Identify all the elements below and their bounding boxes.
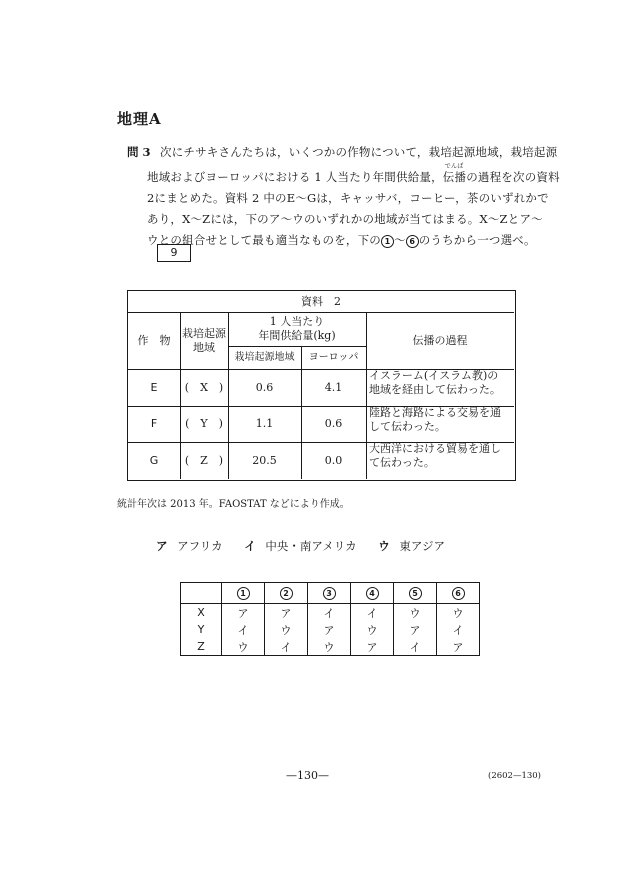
circled-number: 1 [237, 587, 250, 600]
question-line-2 [147, 163, 560, 185]
circled-number: 6 [452, 587, 465, 600]
row-e-region: ( X ) [184, 380, 224, 394]
circled-number: 2 [280, 587, 293, 600]
question-line-5-after: のうちから一つ選べ。 [418, 233, 536, 247]
header-sub-origin: 栽培起源地域 [234, 351, 295, 363]
option-1-header[interactable] [222, 583, 265, 604]
option-5-header[interactable] [394, 583, 437, 604]
option-cell: ウ [222, 638, 265, 656]
option-2-header[interactable] [265, 583, 308, 604]
header-supply [228, 312, 366, 346]
choice-i-text: 中央・南アメリカ [265, 539, 357, 553]
options-row-x [181, 604, 480, 622]
row-e-spread-line-1: イスラーム(イスラム教)の [369, 369, 499, 382]
circled-number: 5 [409, 587, 422, 600]
option-cell: イ [351, 604, 394, 622]
options-table [180, 582, 480, 656]
option-cell: イ [222, 621, 265, 638]
table-title: 資料 2 [301, 294, 341, 308]
option-cell: ア [394, 621, 437, 638]
question-line-2-before: 地域およびヨーロッパにおける 1 人当たり年間供給量， [147, 170, 443, 184]
row-f-spread-line-2: して伝わった。 [369, 420, 446, 433]
option-cell: イ [394, 638, 437, 656]
row-e-europe-value: 4.1 [324, 380, 343, 394]
row-g-crop: G [149, 453, 159, 467]
row-g-region: ( Z ) [184, 453, 224, 467]
option-cell: ア [351, 638, 394, 656]
row-f-spread-line-1: 陸路と海路による交易を通 [369, 406, 501, 419]
header-sub-europe: ヨーロッパ [308, 351, 359, 363]
ruby-word [442, 163, 467, 185]
options-corner [181, 583, 222, 604]
option-cell: ア [308, 621, 351, 638]
header-origin [180, 312, 228, 369]
header-supply-line-2: 年間供給量(kg) [258, 329, 336, 342]
option-cell: ア [437, 638, 480, 656]
option-cell: ウ [437, 604, 480, 622]
header-crop: 作 物 [137, 333, 171, 347]
options-row-z [181, 638, 480, 656]
row-g-spread-line-2: て伝わった。 [369, 456, 435, 469]
header-spread: 伝播の過程 [412, 333, 468, 347]
header-supply-line-1: 1 人当たり [269, 315, 325, 328]
options-header-row [181, 583, 480, 604]
ruby-base: 伝播 [442, 170, 467, 184]
row-f-spread [366, 406, 514, 442]
option-cell: イ [437, 621, 480, 638]
row-g-spread [366, 442, 514, 479]
choices-line [156, 538, 445, 554]
circled-number-6: 6 [406, 235, 419, 248]
question-number: 問 3 [127, 145, 151, 159]
circled-number: 4 [366, 587, 379, 600]
question-line-5-mid: 〜 [394, 233, 406, 247]
row-g-europe-value: 0.0 [324, 453, 343, 467]
option-cell: ウ [351, 621, 394, 638]
row-e-crop: E [150, 380, 158, 394]
ruby-reading: でんぱ [444, 163, 464, 170]
data-table-2 [127, 290, 516, 481]
question-line-5 [147, 232, 536, 248]
page-number: —130— [286, 769, 329, 782]
choice-u-label: ウ [378, 539, 390, 553]
option-4-header[interactable] [351, 583, 394, 604]
circled-number-1: 1 [381, 235, 394, 248]
choice-i-label: イ [244, 539, 256, 553]
question-line-3: 2にまとめた。資料 2 中のE〜Gは，キャッサバ，コーヒー，茶のいずれかで [147, 191, 549, 205]
row-f-origin-value: 1.1 [255, 417, 274, 430]
question-line-4: あり，X〜Zには，下のア〜ウのいずれかの地域が当てはまる。X〜Zとア〜 [147, 212, 543, 226]
row-f-europe-value: 0.6 [324, 417, 343, 430]
option-6-header[interactable] [437, 583, 480, 604]
option-cell: イ [265, 638, 308, 656]
option-cell: ウ [308, 638, 351, 656]
header-origin-line-1: 栽培起源 [182, 326, 226, 340]
option-cell: イ [308, 604, 351, 622]
choice-a-text: アフリカ [177, 539, 223, 553]
row-e-spread [366, 369, 514, 406]
row-label-z: Z [181, 638, 222, 656]
option-cell: ア [222, 604, 265, 622]
row-g-origin-value: 20.5 [252, 453, 277, 467]
row-label-x: X [181, 604, 222, 622]
row-label-y: Y [181, 621, 222, 638]
option-cell: ア [265, 604, 308, 622]
row-f-region: ( Y ) [185, 417, 223, 430]
subject-title: 地理A [117, 110, 162, 128]
circled-number: 3 [323, 587, 336, 600]
question-line-2-after: の過程を次の資料 [466, 170, 560, 184]
option-cell: ウ [265, 621, 308, 638]
row-e-spread-line-2: 地域を経由して伝わった。 [369, 383, 501, 396]
question-line-1: 次にチサキさんたちは，いくつかの作物について，栽培起源地域，栽培起源 [160, 145, 558, 159]
choice-u-text: 東アジア [399, 539, 445, 553]
header-origin-line-2: 地域 [193, 340, 215, 354]
row-g-spread-line-1: 大西洋における貿易を通し [369, 442, 501, 455]
options-row-y [181, 621, 480, 638]
source-note: 統計年次は 2013 年。FAOSTAT などにより作成。 [117, 499, 350, 510]
option-cell: ウ [394, 604, 437, 622]
row-e-origin-value: 0.6 [255, 380, 274, 394]
option-3-header[interactable] [308, 583, 351, 604]
page-code: (2602—130) [488, 771, 541, 781]
choice-a-label: ア [156, 539, 168, 553]
row-f-crop: F [150, 417, 158, 430]
question-line-5-before: ウとの組合せとして最も適当なものを，下の [147, 233, 381, 247]
answer-box[interactable]: 9 [157, 244, 191, 262]
